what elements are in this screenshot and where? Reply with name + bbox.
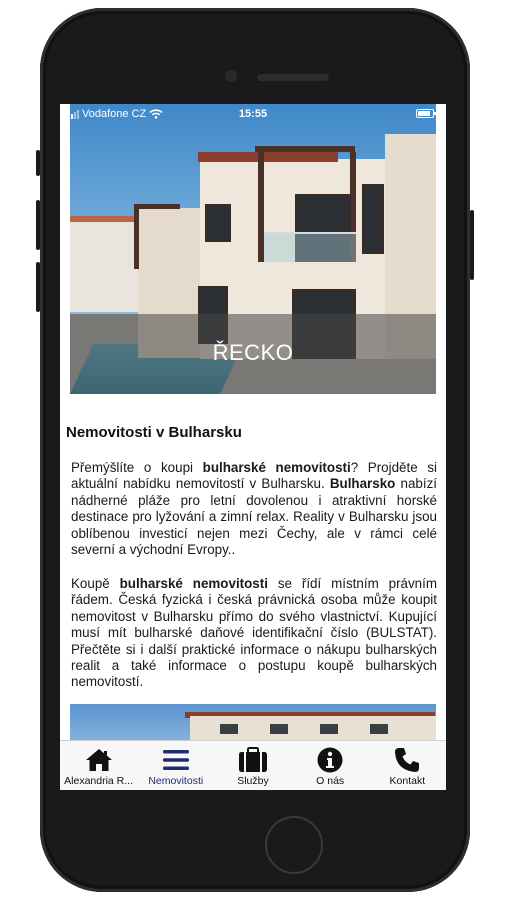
bold-run: bulharské nemovitosti <box>119 576 268 591</box>
bottom-tab-bar <box>60 740 446 790</box>
home-button[interactable] <box>265 816 323 874</box>
tab-label: Služby <box>237 775 269 787</box>
tab-nemovitosti[interactable] <box>137 741 214 790</box>
carrier-label: Vodafone CZ <box>82 108 147 120</box>
building-window <box>320 724 338 734</box>
status-time: 15:55 <box>238 108 268 120</box>
earpiece-speaker <box>257 74 329 81</box>
pergola-beam <box>134 204 180 209</box>
purchase-paragraph <box>71 576 437 691</box>
power-button <box>470 210 474 280</box>
text-run: Koupě <box>71 576 120 591</box>
mute-switch <box>36 150 40 176</box>
villa-window <box>205 204 231 242</box>
building-window <box>370 724 388 734</box>
tab-sluzby[interactable] <box>214 741 291 790</box>
second-banner-image[interactable] <box>70 704 436 744</box>
text-run: nabízí nádherné pláže pro letní dovolenou i atraktivní horské destinace pro lyžování a zimní relax. Reality v Bulharsku jsou oblíbenou investicí nejen mezi Čechy, ale v rámci celé severní a východní Evropy.. <box>71 476 437 558</box>
tab-label: Kontakt <box>389 775 426 787</box>
pergola-post <box>134 209 139 269</box>
tab-label: Alexandria R... <box>64 775 134 787</box>
section-title: Nemovitosti v Bulharsku <box>66 424 242 441</box>
front-camera <box>225 70 237 82</box>
bold-run: Bulharsko <box>329 476 396 492</box>
tab-label: O nás <box>316 775 345 787</box>
tab-label: Nemovitosti <box>148 775 204 787</box>
glass-balcony <box>264 232 356 262</box>
app-screen <box>60 104 446 790</box>
volume-up-button <box>36 200 40 250</box>
info-icon <box>292 747 369 773</box>
status-bar <box>60 104 446 124</box>
tab-alexandria[interactable] <box>60 741 137 790</box>
volume-down-button <box>36 262 40 312</box>
text-run: ? Projděte si aktuální nabídku nemovitostí v Bulharsku. <box>71 460 437 492</box>
menu-icon <box>137 747 214 773</box>
hero-banner[interactable] <box>70 104 436 394</box>
building-window <box>220 724 238 734</box>
hero-caption: ŘECKO <box>212 340 294 365</box>
bold-run: bulharské nemovitosti <box>202 460 351 475</box>
battery-icon <box>416 109 434 118</box>
villa-window <box>362 184 384 254</box>
building-window <box>270 724 288 734</box>
villa-roof <box>198 152 338 162</box>
text-run: se řídí místním právním řádem. Česká fyzická i česká právnická osoba může koupit nemovitost v Bulharsku přímo do svého vlastnictví. Kupující musí mít bulharské daňové identifikační číslo (BULSTAT). Přečtěte si i další praktické informace o nákupu bulharských realit a také informace o postupu koupě bulharských nemovitostí. <box>71 576 437 690</box>
tab-kontakt[interactable] <box>369 741 446 790</box>
text-run: Přemýšlíte o koupi <box>71 460 203 475</box>
home-icon <box>60 747 137 773</box>
intro-paragraph <box>71 460 437 558</box>
briefcase-icon <box>214 747 291 773</box>
tab-o-nas[interactable] <box>292 741 369 790</box>
pergola-beam <box>255 146 355 152</box>
phone-icon <box>369 747 446 773</box>
